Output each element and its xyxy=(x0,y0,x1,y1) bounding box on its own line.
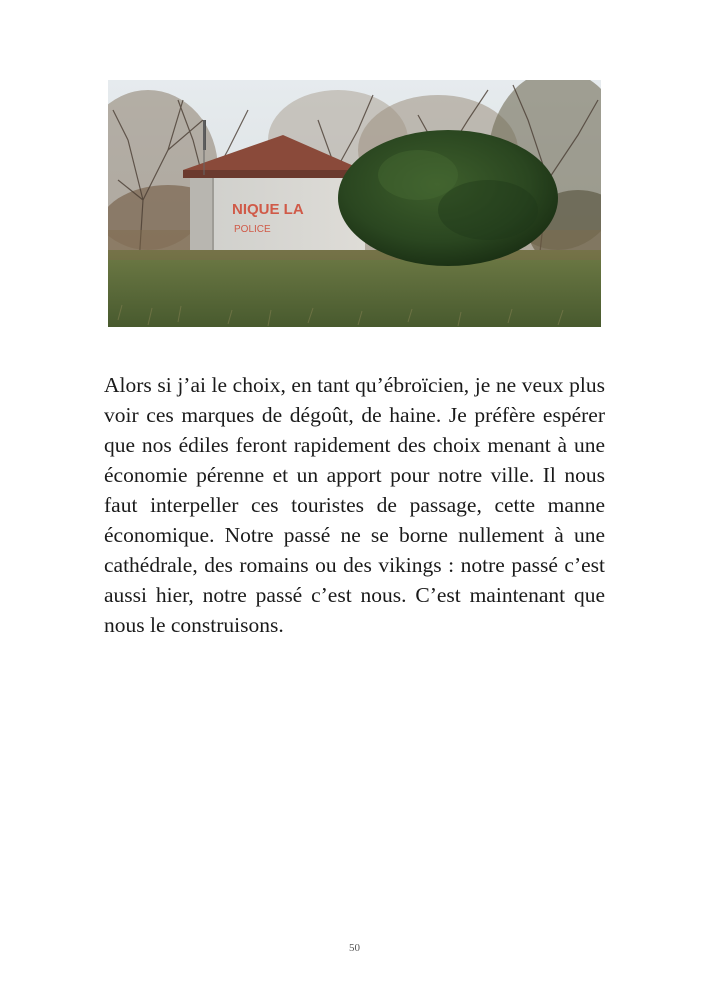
graffiti-line-2: POLICE xyxy=(234,224,271,235)
photo-illustration xyxy=(108,80,601,327)
page-number: 50 xyxy=(349,942,360,954)
building-graffiti-photo xyxy=(108,80,601,327)
graffiti-line-1: NIQUE LA xyxy=(232,201,304,218)
body-paragraph: Alors si j’ai le choix, en tant qu’ébroïcien, je ne veux plus voir ces marques de dégoût, de haine. Je préfère espérer que nos édiles feront rapidement des choix menant à une économie pérenne et un apport pour notre ville. Il nous faut interpeller ces touristes de passage, cette manne économique. Notre passé ne se borne nullement à une cathédrale, des romains ou des vikings : notre passé c’est aussi hier, notre passé c’est nous. C’est maintenant que nous le construisons. xyxy=(104,373,605,637)
